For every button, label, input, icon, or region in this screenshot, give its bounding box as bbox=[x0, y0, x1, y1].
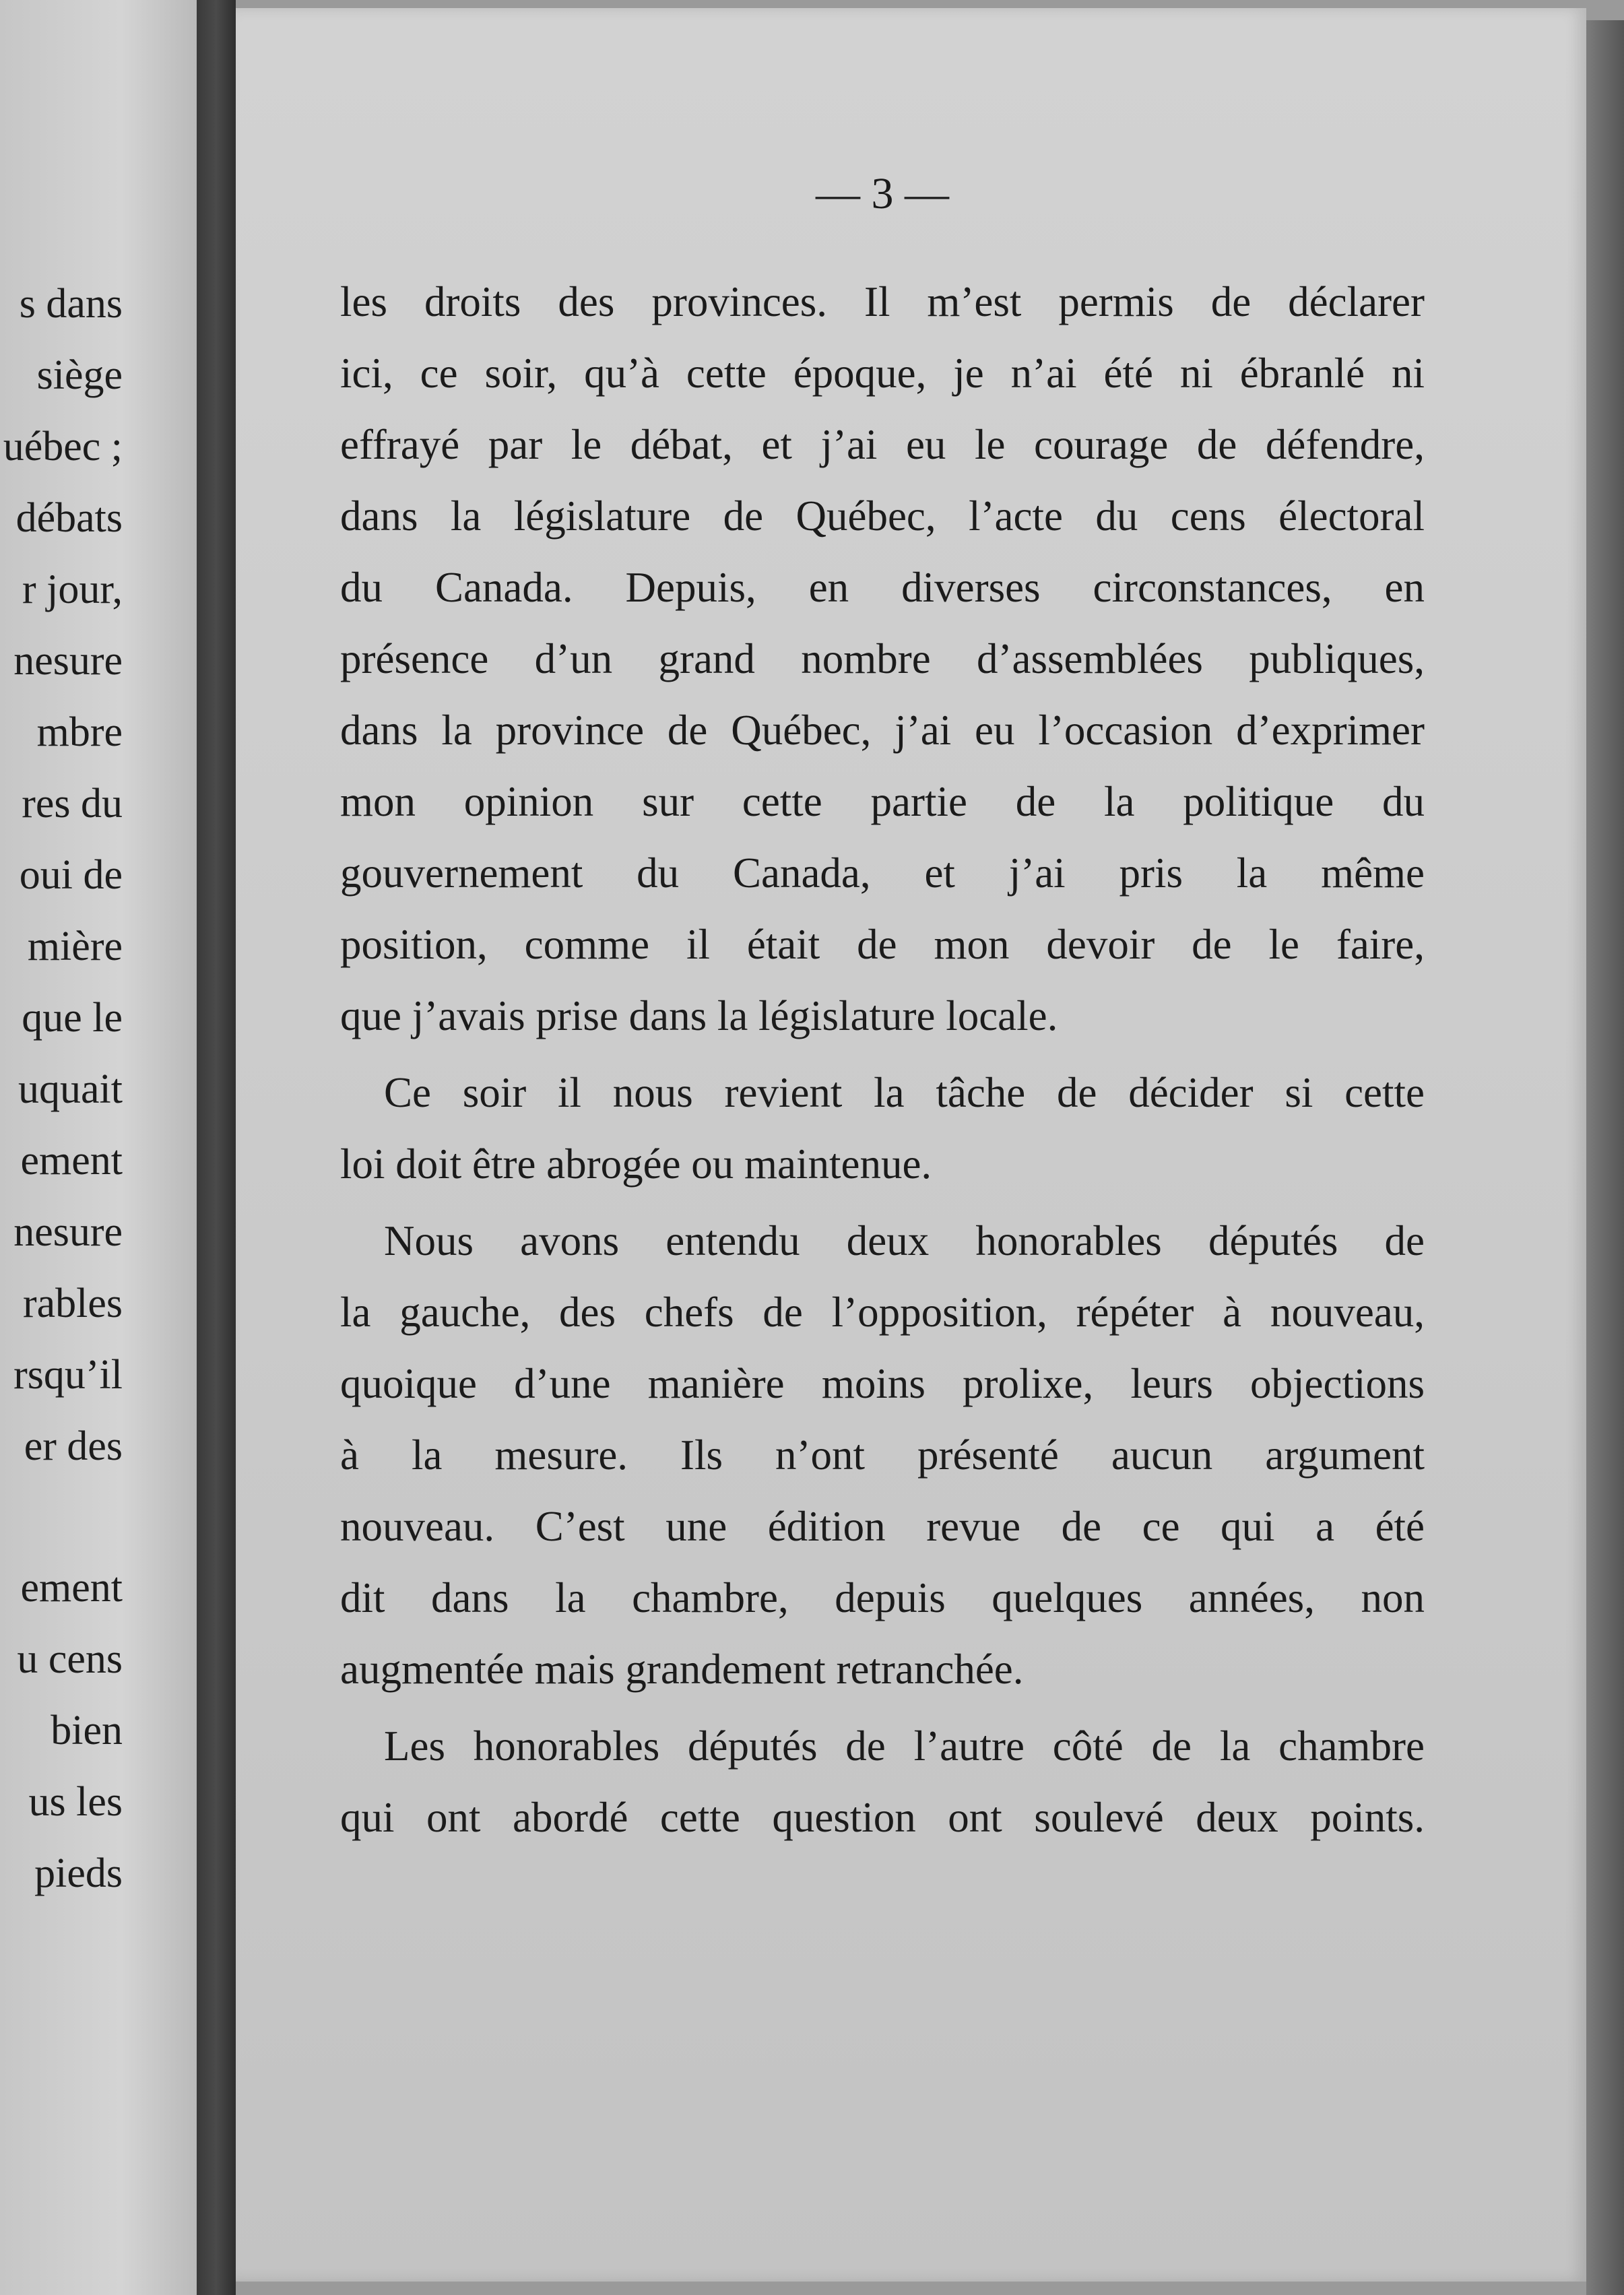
paragraph bbox=[340, 1205, 1425, 1705]
text-line: position, comme il était de mon devoir de le faire, bbox=[340, 921, 1425, 968]
left-page-fragment: us les bbox=[28, 1779, 123, 1825]
left-page-fragment: r jour, bbox=[22, 567, 123, 612]
text-line: augmentée mais grandement retranchée. bbox=[340, 1646, 1024, 1693]
text-line: effrayé par le débat, et j’ai eu le courage de défendre, bbox=[340, 421, 1425, 468]
left-page-fragment: rables bbox=[22, 1281, 123, 1326]
text-line: dans la législature de Québec, l’acte du cens électoral bbox=[340, 492, 1425, 540]
left-page-fragment: que le bbox=[22, 995, 123, 1041]
text-line: les droits des provinces. Il m’est permis de déclarer bbox=[340, 278, 1425, 325]
text-line: mon opinion sur cette partie de la politique du bbox=[340, 778, 1425, 825]
paragraph bbox=[340, 1710, 1425, 1853]
text-line: dit dans la chambre, depuis quelques années, non bbox=[340, 1574, 1425, 1621]
text-line: que j’avais prise dans la législature locale. bbox=[340, 992, 1058, 1039]
paragraph bbox=[340, 1057, 1425, 1200]
book-spine bbox=[197, 0, 236, 2295]
text-line: quoique d’une manière moins prolixe, leurs objections bbox=[340, 1360, 1425, 1407]
text-line: dans la province de Québec, j’ai eu l’occasion d’exprimer bbox=[340, 707, 1425, 754]
left-page-fragment: pieds bbox=[34, 1850, 123, 1896]
text-line: gouvernement du Canada, et j’ai pris la même bbox=[340, 849, 1425, 897]
left-page-fragment: s dans bbox=[19, 281, 123, 327]
text-line: ici, ce soir, qu’à cette époque, je n’ai été ni ébranlé ni bbox=[340, 350, 1425, 397]
page-number: — 3 — bbox=[816, 169, 949, 218]
text-line: du Canada. Depuis, en diverses circonstances, en bbox=[340, 564, 1425, 611]
text-line: nouveau. C’est une édition revue de ce qui a été bbox=[340, 1503, 1425, 1550]
page-edge bbox=[1586, 20, 1624, 2295]
left-page-fragment: nesure bbox=[13, 638, 123, 684]
left-page-fragment: siège bbox=[36, 352, 123, 398]
left-page bbox=[0, 0, 202, 2295]
body-text bbox=[340, 266, 1425, 1853]
text-line: Les honorables députés de l’autre côté de la chambre bbox=[384, 1722, 1425, 1770]
text-line: qui ont abordé cette question ont soulevé deux points. bbox=[340, 1794, 1425, 1841]
left-page-fragment: uquait bbox=[18, 1066, 123, 1112]
text-line: Ce soir il nous revient la tâche de décider si cette bbox=[384, 1069, 1425, 1116]
left-page-fragment: ement bbox=[20, 1565, 123, 1611]
left-page-fragment: uébec ; bbox=[3, 424, 123, 470]
left-page-fragment: er des bbox=[24, 1423, 123, 1469]
text-line: loi doit être abrogée ou maintenue. bbox=[340, 1140, 932, 1188]
left-page-fragment: oui de bbox=[19, 852, 123, 898]
left-page-fragment: nesure bbox=[13, 1209, 123, 1255]
paragraph bbox=[340, 266, 1425, 1052]
text-line: présence d’un grand nombre d’assemblées publiques, bbox=[340, 635, 1425, 682]
left-page-fragment: ement bbox=[20, 1138, 123, 1184]
left-page-fragment: mbre bbox=[36, 709, 123, 755]
text-line: la gauche, des chefs de l’opposition, répéter à nouveau, bbox=[340, 1289, 1425, 1336]
text-line: Nous avons entendu deux honorables députés de bbox=[384, 1217, 1425, 1264]
left-page-fragment: mière bbox=[27, 924, 123, 969]
left-page-fragment: res du bbox=[22, 781, 123, 827]
left-page-fragment: bien bbox=[51, 1708, 123, 1753]
left-page-fragment: débats bbox=[15, 495, 123, 541]
left-page-fragment: rsqu’il bbox=[13, 1352, 123, 1398]
text-line: à la mesure. Ils n’ont présenté aucun argument bbox=[340, 1431, 1425, 1479]
left-page-fragment: u cens bbox=[17, 1636, 123, 1682]
